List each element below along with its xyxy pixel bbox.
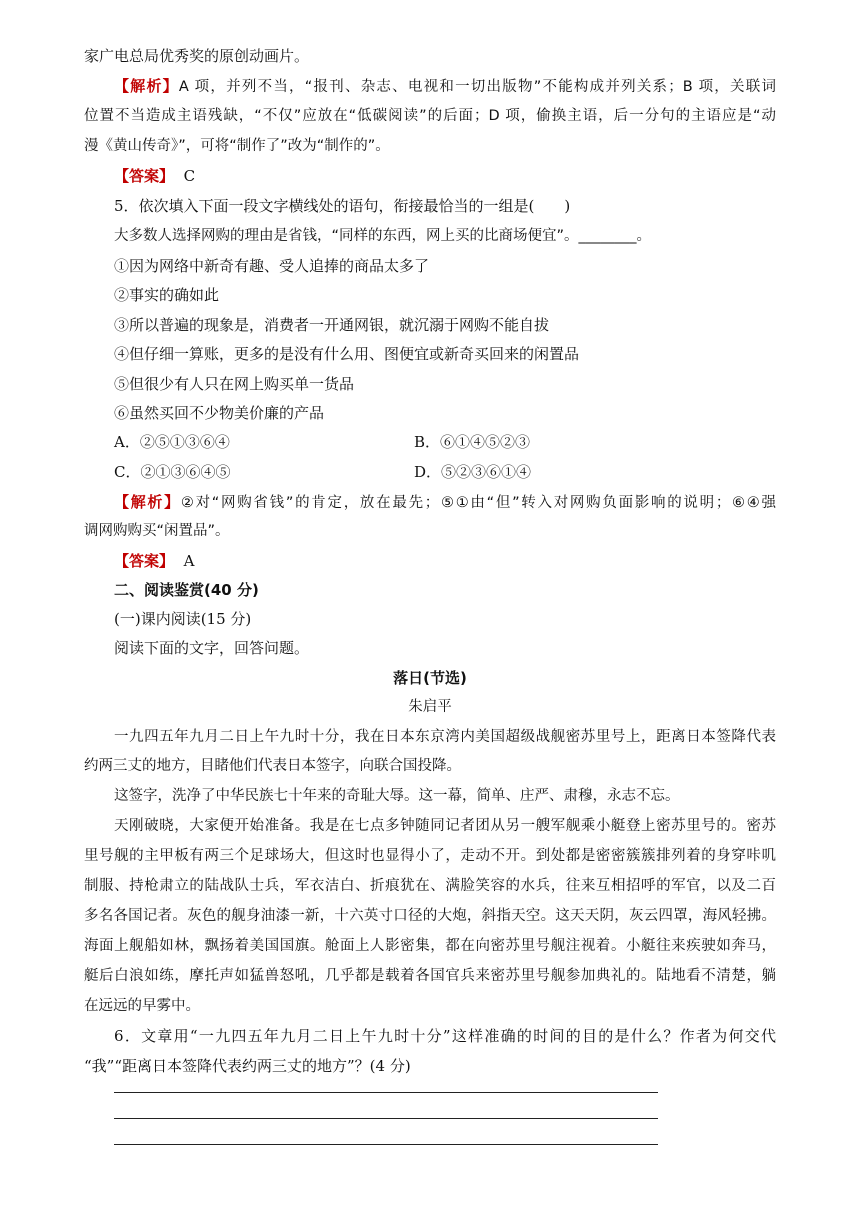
article-p2: 这签字，洗净了中华民族七十年来的奇耻大辱。这一幕，简单、庄严、肃穆，永志不忘。	[114, 788, 680, 804]
q5-item-2: ②事实的确如此	[114, 286, 220, 304]
q5-item-5: ⑤但很少有人只在网上购买单一货品	[114, 375, 355, 393]
q5-option-c: C．②①③⑥④⑤	[114, 463, 231, 481]
q5-answer-value: A	[183, 552, 195, 570]
article-p3-line-7: 在远远的早雾中。	[84, 998, 200, 1014]
answer-tag: 【答案】	[114, 167, 175, 185]
q6-stem-line-1: 6．文章用“一九四五年九月二日上午九时十分”这样准确的时间的目的是什么？作者为何交代	[114, 1027, 776, 1045]
q5-item-4: ④但仔细一算账，更多的是没有什么用、图便宜或新奇买回来的闲置品	[114, 345, 580, 363]
q4-analysis-line-2: 位置不当造成主语残缺，“不仅”应放在“低碳阅读”的后面；D 项，偷换主语，后一分句的主语应是“动	[84, 108, 776, 124]
subsection-heading: (一)课内阅读(15 分)	[114, 610, 252, 628]
q5-item-3: ③所以普遍的现象是，消费者一开通网银，就沉溺于网购不能自拔	[114, 316, 550, 334]
q5-option-a: A．②⑤①③⑥④	[114, 433, 230, 451]
q5-option-d: D．⑤②③⑥①④	[414, 463, 532, 481]
q5-item-6: ⑥虽然买回不少物美价廉的产品	[114, 404, 325, 422]
answer-tag: 【答案】	[114, 552, 175, 570]
article-author: 朱启平	[408, 699, 452, 715]
article-p1-line-1: 一九四五年九月二日上午九时十分，我在日本东京湾内美国超级战舰密苏里号上，距离日本签降代表	[114, 729, 776, 745]
q5-analysis-line-1: 【解析】②对“网购省钱”的肯定，放在最先；⑤①由“但”转入对网购负面影响的说明；⑥④强	[114, 493, 776, 511]
section-heading: 二、阅读鉴赏(40 分)	[114, 581, 259, 599]
q4-analysis-line-1: 【解析】A 项，并列不当，“报刊、杂志、电视和一切出版物”不能构成并列关系；B 项，关联词	[114, 77, 776, 95]
answer-blank-line[interactable]	[114, 1118, 658, 1119]
q4-answer-value: C	[183, 167, 196, 185]
reading-instruction: 阅读下面的文字，回答问题。	[114, 639, 310, 657]
analysis-tag: 【解析】	[114, 77, 179, 95]
q5-item-1: ①因为网络中新奇有趣、受人追捧的商品太多了	[114, 257, 430, 275]
answer-blank-line[interactable]	[114, 1092, 658, 1093]
q5-analysis-line-2: 调网购购买“闲置品”。	[84, 523, 230, 539]
article-p3-line-5: 海面上舰船如林，飘扬着美国国旗。舱面上人影密集，都在向密苏里号舰注视着。小艇往来疾驶如奔马，	[84, 938, 776, 954]
analysis-tag: 【解析】	[114, 493, 181, 511]
q5-passage: 大多数人选择网购的理由是省钱，“同样的东西，网上买的比商场便宜”。________。	[114, 228, 652, 244]
article-p1-line-2: 约两三丈的地方，目睹他们代表日本签字，向联合国投降。	[84, 758, 461, 774]
article-p3-line-3: 制服、持枪肃立的陆战队士兵，军衣洁白、折痕犹在、满脸笑容的水兵，往来互相招呼的军官，以及二百	[84, 878, 776, 894]
article-p3-line-4: 多名各国记者。灰色的舰身油漆一新，十六英寸口径的大炮，斜指天空。这天天阴，灰云四罩，海风轻拂。	[84, 908, 776, 924]
q5-stem: 5．依次填入下面一段文字横线处的语句，衔接最恰当的一组是( )	[114, 197, 571, 215]
q5-option-b: B．⑥①④⑤②③	[414, 433, 531, 451]
article-p3-line-2: 里号舰的主甲板有两三个足球场大，但这时也显得小了，走动不开。到处都是密密簇簇排列着的身穿咔叽	[84, 848, 776, 864]
article-title: 落日(节选)	[393, 669, 467, 687]
q4-analysis-line-3: 漫《黄山传奇》”，可将“制作了”改为“制作的”。	[84, 138, 390, 154]
answer-blank-line[interactable]	[114, 1144, 658, 1145]
article-p3-line-1: 天刚破晓，大家便开始准备。我是在七点多钟随同记者团从另一艘军舰乘小艇登上密苏里号的。密苏	[114, 818, 776, 834]
q5-answer	[114, 551, 194, 571]
article-p3-line-6: 艇后白浪如练，摩托声如猛兽怒吼，几乎都是载着各国官兵来密苏里号舰参加典礼的。陆地看不清楚，躺	[84, 968, 776, 984]
q4-tail: 家广电总局优秀奖的原创动画片。	[84, 47, 310, 65]
q4-answer	[114, 166, 195, 186]
q6-stem-line-2: “我”“距离日本签降代表约两三丈的地方”？(4 分)	[84, 1057, 411, 1075]
